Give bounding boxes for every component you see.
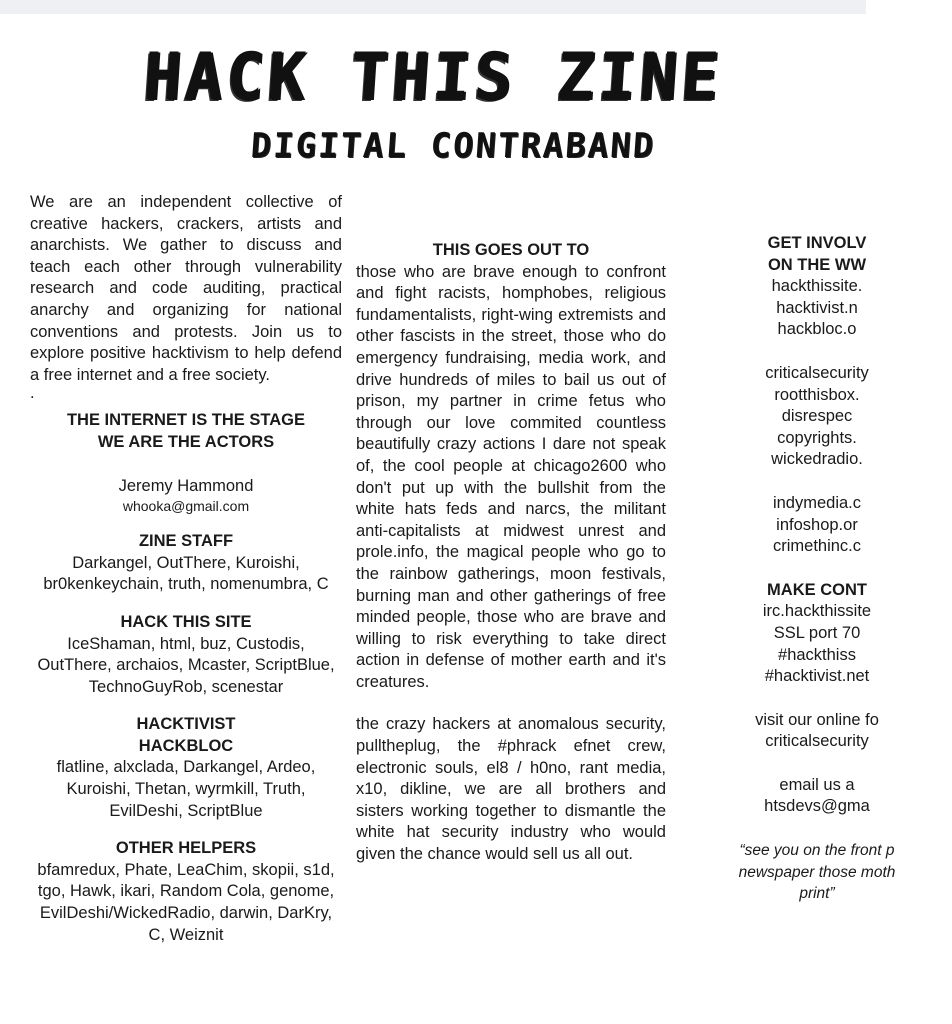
web-link[interactable]: disrespec [781,407,853,426]
hts-names: IceShaman, html, buz, Custodis, OutThere, archaios, Mcaster, ScriptBlue, TechnoGuyRob, scenestar [37,634,335,696]
middle-column [356,240,666,866]
web-link[interactable]: hackbloc.o [777,320,857,339]
hts-heading: HACK THIS SITE [120,612,252,631]
stray-dot: . [30,384,35,403]
stage-heading-line2: WE ARE THE ACTORS [97,432,275,451]
link-group-3 [682,493,952,558]
get-involved-heading-line1: GET INVOLV [767,234,867,252]
helpers-names: bfamredux, Phate, LeaChim, skopii, s1d, tgo, Hawk, ikari, Random Cola, genome, EvilDeshi/WickedRadio, darwin, DarKry, C, Weiznit [37,860,335,944]
left-column [30,192,342,946]
web-link[interactable]: wickedradio. [771,450,863,469]
email-line: email us a [779,775,855,794]
staff-heading: ZINE STAFF [138,532,234,551]
email-text [682,775,952,818]
web-link[interactable]: copyrights. [777,428,857,447]
hacktivist-names: flatline, alxclada, Darkangel, Ardeo, Kuroishi, Thetan, wyrmkill, Truth, EvilDeshi, ScriptBlue [56,758,316,820]
helpers-heading: OTHER HELPERS [115,839,257,858]
zine-logo-title: HACK THIS ZINE [141,38,725,115]
contact-line: SSL port 70 [773,623,861,642]
staff-names: Darkangel, OutThere, Kuroishi, br0kenkeychain, truth, nomenumbra, C [43,553,329,594]
web-link[interactable]: indymedia.c [772,493,862,512]
dedication-paragraph-2: the crazy hackers at anomalous security, pulltheplug, the #phrack efnet crew, electronic souls, el8 / h0no, rant media, x10, dikline, we are all brothers and sisters working together to dismantle the white hat security industry who would given the chance would sell us all out. [356,715,666,864]
web-link[interactable]: rootthisbox. [774,385,860,404]
get-involved-heading-line2: ON THE WW [767,255,867,274]
forum-line[interactable]: criticalsecurity [765,732,869,751]
contact-line: irc.hackthissite [762,602,872,621]
quote-line: “see you on the front p [739,842,895,860]
forum-line: visit our online fo [755,710,879,729]
link-group-1 [682,276,952,341]
forum-text [682,710,952,753]
web-link[interactable]: criticalsecurity [765,363,869,382]
contact-line: #hackthiss [778,645,856,664]
quote-line: newspaper those moth [738,863,896,881]
intro-paragraph: We are an independent collective of creative hackers, crackers, artists and anarchists. We gather to discuss and teach each other through vulnerability research and code auditing, practical anarchy and organizing for national conventions and protests. Join us to explore positive hacktivism to help defend a free internet and a free society. [30,193,342,384]
web-link[interactable]: hacktivist.n [776,298,858,317]
contact-line: #hacktivist.net [764,667,870,686]
stage-heading-line1: THE INTERNET IS THE STAGE [66,411,306,430]
editor-name: Jeremy Hammond [118,476,254,495]
link-group-2 [682,363,952,471]
closing-quote [682,840,952,905]
hacktivist-heading-line1: HACKTIVIST [136,715,236,734]
email-line[interactable]: htsdevs@gma [764,797,870,816]
editor-email: whooka@gmail.com [122,498,250,515]
zine-logo-subtitle: DIGITAL CONTRABAND [249,126,657,166]
dedication-paragraph-1: those who are brave enough to confront and fight racists, homphobes, religious fundamentalists, right-wing extremists and other fascists in the street, those who do emergency fundraising, media work, and drive hundreds of miles to bail us out of prison, my partner in crime fetus who through our love commited countless beautifully crazy actions I dare not speak of, the cool people at chicago2600 who don't put up with the bullshit from the white hats feds and narcs, the militant anti-capitalists at midwest unrest and prole.info, the magical people who go to the rainbow gatherings, moon festivals, burning man and other gatherings of free minded people, those who are brave and willing to risk everything to take direct action in defense of mother earth and it's creatures. [356,262,666,691]
right-column [682,233,952,905]
web-link[interactable]: crimethinc.c [772,537,862,556]
hacktivist-heading-line2: HACKBLOC [138,736,234,755]
quote-line: print” [799,885,835,903]
web-link[interactable]: hackthissite. [771,277,863,296]
dedication-heading: THIS GOES OUT TO [432,241,590,259]
contact-details [682,601,952,687]
contact-heading: MAKE CONT [767,580,867,599]
web-link[interactable]: infoshop.or [776,515,858,534]
top-bar [0,0,866,14]
